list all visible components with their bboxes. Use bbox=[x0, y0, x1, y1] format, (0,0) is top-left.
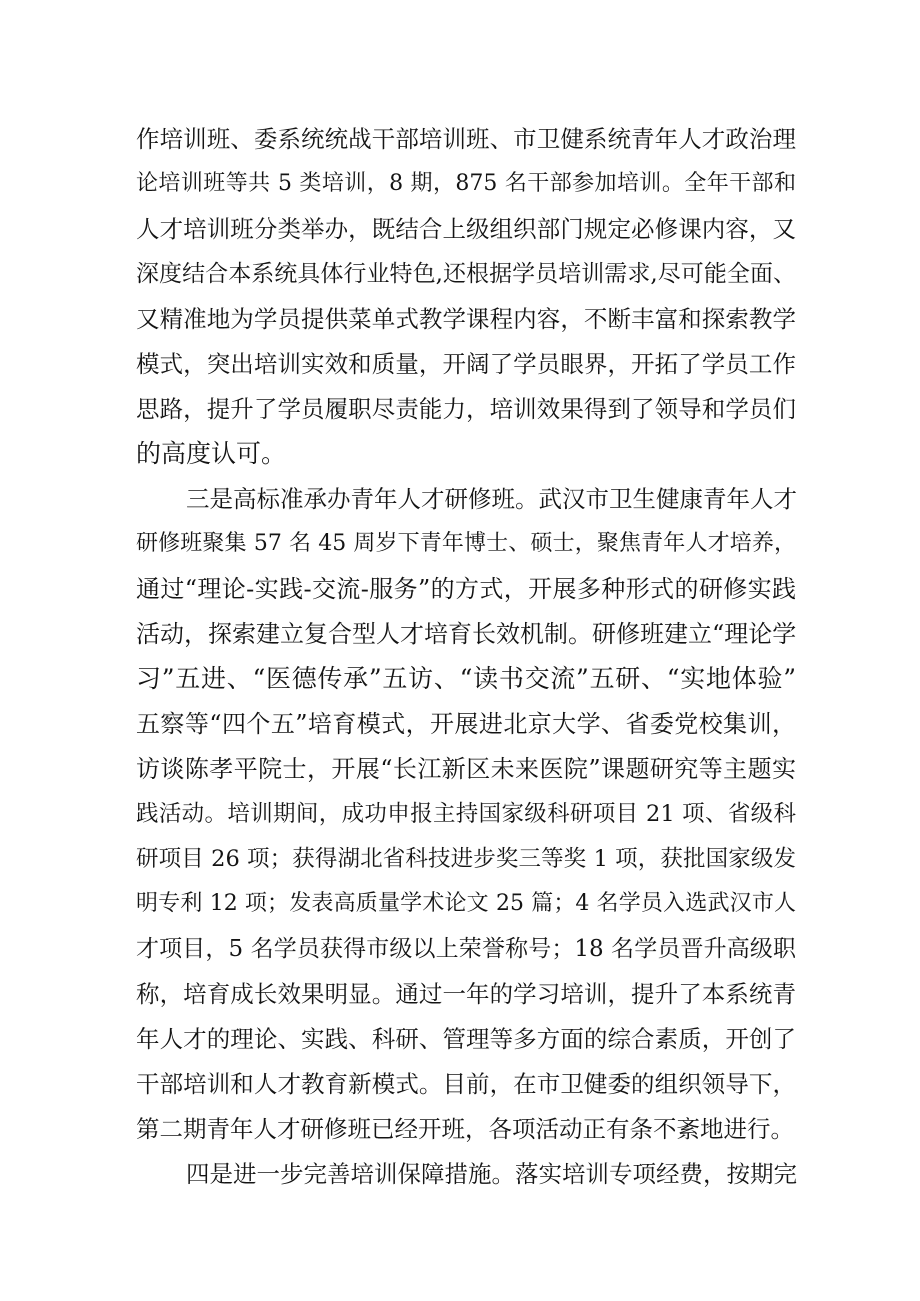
paragraph-2-line-6: 五察等“四个五”培育模式，开展进北京大学、省委党校集训， bbox=[136, 710, 796, 738]
paragraph-1-line-8: 的高度认可。 bbox=[136, 439, 287, 468]
paragraph-2-line-3: 通过“理论-实践-交流-服务”的方式，开展多种形式的研修实践 bbox=[136, 575, 796, 603]
paragraph-2-line-7: 访谈陈孝平院士，开展“长江新区未来医院”课题研究等主题实 bbox=[136, 755, 796, 783]
paragraph-1-line-3: 人才培训班分类举办，既结合上级组织部门规定必修课内容，又 bbox=[136, 215, 796, 243]
paragraph-2-line-14: 干部培训和人才教育新模式。目前，在市卫健委的组织领导下， bbox=[136, 1070, 796, 1098]
paragraph-2-line-8: 践活动。培训期间，成功申报主持国家级科研项目 21 项、省级科 bbox=[136, 801, 796, 827]
paragraph-1-line-1: 作培训班、委系统统战干部培训班、市卫健系统青年人才政治理 bbox=[136, 125, 796, 153]
paragraph-2-line-13: 年人才的理论、实践、科研、管理等多方面的综合素质，开创了 bbox=[136, 1025, 796, 1053]
paragraph-1-line-6: 模式，突出培训实效和质量，开阔了学员眼界，开拓了学员工作 bbox=[136, 350, 796, 378]
paragraph-2-line-11: 才项目，5 名学员获得市级以上荣誉称号；18 名学员晋升高级职 bbox=[136, 936, 796, 962]
paragraph-2-line-9: 研项目 26 项；获得湖北省科技进步奖三等奖 1 项，获批国家级发 bbox=[136, 846, 796, 872]
paragraph-2-line-15: 第二期青年人才研修班已经开班，各项活动正有条不紊地进行。 bbox=[136, 1115, 794, 1143]
paragraph-1-line-4: 深度结合本系统具体行业特色,还根据学员培训需求,尽可能全面、 bbox=[136, 261, 796, 287]
paragraph-2-line-5: 习”五进、“医德传承”五访、“读书交流”五研、“实地体验” bbox=[136, 664, 796, 693]
paragraph-2-line-4: 活动，探索建立复合型人才培育长效机制。研修班建立“理论学 bbox=[136, 620, 797, 648]
paragraph-2-line-10: 明专利 12 项；发表高质量学术论文 25 篇；4 名学员入选武汉市人 bbox=[136, 891, 796, 916]
paragraph-2-line-2: 研修班聚集 57 名 45 周岁下青年博士、硕士，聚焦青年人才培养， bbox=[136, 531, 796, 556]
paragraph-1-line-7: 思路，提升了学员履职尽责能力，培训效果得到了领导和学员们 bbox=[136, 395, 796, 423]
paragraph-2-line-12: 称，培育成长效果明显。通过一年的学习培训，提升了本系统青 bbox=[136, 980, 796, 1008]
paragraph-2-line-1: 三是高标准承办青年人才研修班。武汉市卫生健康青年人才 bbox=[186, 485, 797, 513]
paragraph-3-line-1: 四是进一步完善培训保障措施。落实培训专项经费，按期完 bbox=[186, 1160, 797, 1188]
paragraph-1-line-2: 论培训班等共 5 类培训，8 期，875 名干部参加培训。全年干部和 bbox=[136, 171, 796, 196]
paragraph-1-line-5: 又精准地为学员提供菜单式教学课程内容，不断丰富和探索教学 bbox=[136, 305, 796, 333]
